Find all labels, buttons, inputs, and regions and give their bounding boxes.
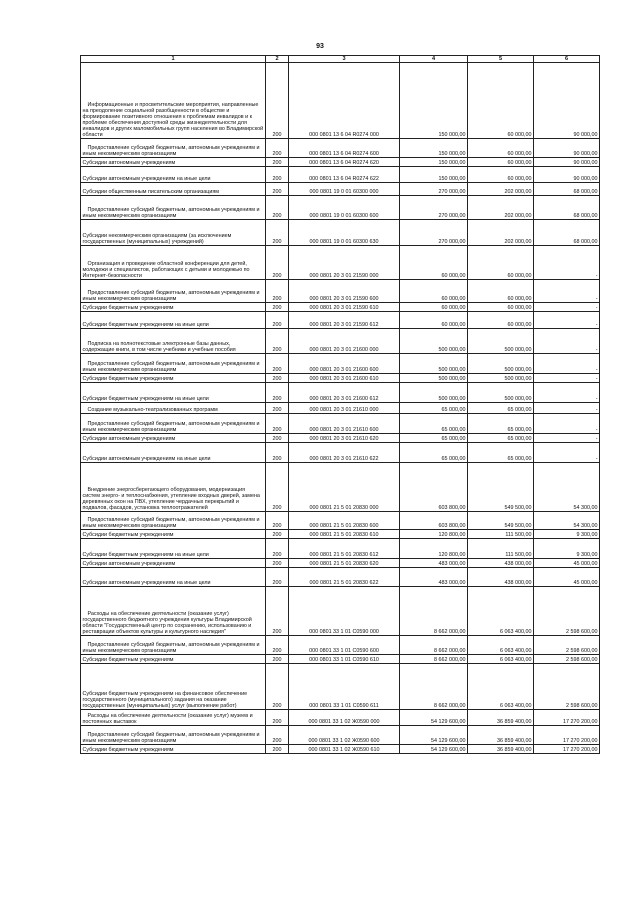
row-amount-regional: 6 063 400,00 <box>468 655 534 664</box>
row-name: Информационные и просветительские мероприятия, направленные на преодоление социальной разобщенности в обществе и формирование позитивного отношения к проблемам инвалидов и к проблеме обеспечения доступной среды жизнедеятельности для инвалидов и других маломобильных групп населения во Владимирской области <box>81 63 266 139</box>
row-code: 000 0801 20 3 01 21600 612 <box>289 383 400 403</box>
row-code: 000 0801 20 3 01 21590 000 <box>289 246 400 280</box>
row-grbs: 200 <box>266 329 289 354</box>
row-amount-regional: 6 063 400,00 <box>468 664 534 710</box>
row-code: 000 0801 33 1 01 С0590 000 <box>289 587 400 636</box>
row-amount-federal: - <box>534 354 600 374</box>
row-amount-federal: 45 000,00 <box>534 568 600 587</box>
column-header: 4 <box>400 56 468 63</box>
row-code: 000 0801 13 6 04 R0274 600 <box>289 139 400 158</box>
row-grbs: 200 <box>266 636 289 655</box>
table-row <box>81 587 600 636</box>
row-name: Предоставление субсидий бюджетным, автономным учреждениям и иным некоммерческим организациям <box>81 280 266 303</box>
row-amount-regional: 6 063 400,00 <box>468 636 534 655</box>
row-amount-total: 270 000,00 <box>400 196 468 220</box>
row-code: 000 0801 33 1 02 Ж0590 600 <box>289 726 400 745</box>
row-amount-total: 8 662 000,00 <box>400 636 468 655</box>
row-name: Субсидии автономным учреждениям <box>81 434 266 443</box>
row-amount-total: 150 000,00 <box>400 167 468 183</box>
row-amount-regional: 202 000,00 <box>468 220 534 246</box>
row-amount-regional: 6 063 400,00 <box>468 587 534 636</box>
table-row <box>81 183 600 196</box>
row-amount-regional: 111 500,00 <box>468 530 534 539</box>
row-amount-regional: 111 500,00 <box>468 539 534 559</box>
row-amount-total: 8 662 000,00 <box>400 587 468 636</box>
row-name: Субсидии автономным учреждениям на иные цели <box>81 167 266 183</box>
row-amount-regional: 500 000,00 <box>468 374 534 383</box>
row-amount-federal: 9 300,00 <box>534 530 600 539</box>
row-amount-regional: 60 000,00 <box>468 158 534 167</box>
column-header: 6 <box>534 56 600 63</box>
table-body <box>81 63 600 754</box>
table-row <box>81 512 600 530</box>
row-code: 000 0801 21 5 01 20830 610 <box>289 530 400 539</box>
row-grbs: 200 <box>266 383 289 403</box>
table-row <box>81 63 600 139</box>
row-amount-regional: 60 000,00 <box>468 246 534 280</box>
row-grbs: 200 <box>266 167 289 183</box>
row-amount-total: 8 662 000,00 <box>400 655 468 664</box>
table-row <box>81 559 600 568</box>
row-name: Субсидии бюджетным учреждениям на финансовое обеспечение государственного (муниципального) задания на оказание государственных (муниципальных) услуг (выполнение работ) <box>81 664 266 710</box>
row-name: Субсидии автономным учреждениям на иные цели <box>81 443 266 463</box>
row-name: Подписка на полнотекстовые электронные базы данных, содержащие книги, в том числе учебники и учебные пособия <box>81 329 266 354</box>
row-grbs: 200 <box>266 710 289 726</box>
table-row <box>81 539 600 559</box>
row-amount-total: 60 000,00 <box>400 303 468 312</box>
header-row <box>81 56 600 63</box>
row-grbs: 200 <box>266 220 289 246</box>
row-amount-federal: - <box>534 329 600 354</box>
row-name: Субсидии бюджетным учреждениям <box>81 530 266 539</box>
row-amount-regional: 438 000,00 <box>468 568 534 587</box>
row-code: 000 0801 20 3 01 21590 610 <box>289 303 400 312</box>
row-amount-federal: 45 000,00 <box>534 559 600 568</box>
row-amount-regional: 65 000,00 <box>468 443 534 463</box>
row-amount-total: 150 000,00 <box>400 139 468 158</box>
row-grbs: 200 <box>266 568 289 587</box>
row-amount-federal: - <box>534 403 600 414</box>
row-grbs: 200 <box>266 745 289 754</box>
row-amount-total: 65 000,00 <box>400 434 468 443</box>
row-grbs: 200 <box>266 559 289 568</box>
row-grbs: 200 <box>266 63 289 139</box>
row-name: Субсидии бюджетным учреждениям <box>81 655 266 664</box>
row-grbs: 200 <box>266 726 289 745</box>
row-name: Предоставление субсидий бюджетным, автономным учреждениям и иным некоммерческим организациям <box>81 196 266 220</box>
row-name: Внедрение энергосберегающего оборудования, модернизация систем энерго- и теплоснабжения, утепление входных дверей, замена деревянных окон на ПВХ, утепление чердачных перекрытий и подвалов, фасадов, установка теплоотражателей <box>81 463 266 512</box>
row-amount-federal: - <box>534 312 600 329</box>
table-row <box>81 280 600 303</box>
row-amount-regional: 549 500,00 <box>468 512 534 530</box>
row-amount-federal: 90 000,00 <box>534 139 600 158</box>
row-name: Субсидии бюджетным учреждениям на иные цели <box>81 383 266 403</box>
row-name: Расходы на обеспечение деятельности (оказание услуг) государственного бюджетного учреждения культуры Владимирской области "Государственный центр по сохранению, использованию и реставрации объектов культуры и культурного наследия" <box>81 587 266 636</box>
row-name: Предоставление субсидий бюджетным, автономным учреждениям и иным некоммерческим организациям <box>81 512 266 530</box>
row-grbs: 200 <box>266 443 289 463</box>
row-amount-regional: 60 000,00 <box>468 312 534 329</box>
row-grbs: 200 <box>266 374 289 383</box>
row-amount-total: 60 000,00 <box>400 280 468 303</box>
row-name: Расходы на обеспечение деятельности (оказание услуг) музеев и постоянных выставок <box>81 710 266 726</box>
row-amount-federal: - <box>534 246 600 280</box>
row-amount-federal: - <box>534 443 600 463</box>
row-amount-total: 65 000,00 <box>400 414 468 434</box>
row-name: Субсидии некоммерческим организациям (за исключением государственных (муниципальных) учреждений) <box>81 220 266 246</box>
row-amount-federal: 17 270 200,00 <box>534 745 600 754</box>
row-code: 000 0801 13 6 04 R0274 622 <box>289 167 400 183</box>
table-row <box>81 167 600 183</box>
row-code: 000 0801 20 3 01 21610 600 <box>289 414 400 434</box>
row-name: Субсидии автономным учреждениям <box>81 158 266 167</box>
row-code: 000 0801 13 6 04 R0274 620 <box>289 158 400 167</box>
row-amount-federal: 54 300,00 <box>534 512 600 530</box>
row-name: Субсидии общественным писательским организациям <box>81 183 266 196</box>
row-grbs: 200 <box>266 587 289 636</box>
row-name: Субсидии бюджетным учреждениям <box>81 374 266 383</box>
row-amount-total: 8 662 000,00 <box>400 664 468 710</box>
row-amount-federal: 68 000,00 <box>534 183 600 196</box>
table-row <box>81 636 600 655</box>
row-amount-total: 60 000,00 <box>400 312 468 329</box>
row-amount-regional: 60 000,00 <box>468 167 534 183</box>
row-amount-federal: 2 598 600,00 <box>534 587 600 636</box>
row-amount-federal: 68 000,00 <box>534 196 600 220</box>
row-grbs: 200 <box>266 246 289 280</box>
row-amount-regional: 60 000,00 <box>468 280 534 303</box>
row-name: Субсидии автономным учреждениям на иные цели <box>81 568 266 587</box>
row-amount-regional: 202 000,00 <box>468 183 534 196</box>
row-amount-total: 270 000,00 <box>400 220 468 246</box>
row-code: 000 0801 19 0 01 60300 000 <box>289 183 400 196</box>
row-name: Предоставление субсидий бюджетным, автономным учреждениям и иным некоммерческим организациям <box>81 636 266 655</box>
row-code: 000 0801 20 3 01 21600 610 <box>289 374 400 383</box>
row-amount-federal: 68 000,00 <box>534 220 600 246</box>
column-header: 2 <box>266 56 289 63</box>
row-amount-total: 150 000,00 <box>400 63 468 139</box>
table-row <box>81 329 600 354</box>
row-amount-federal: 9 300,00 <box>534 539 600 559</box>
row-amount-total: 65 000,00 <box>400 403 468 414</box>
row-code: 000 0801 20 3 01 21590 612 <box>289 312 400 329</box>
row-code: 000 0801 20 3 01 21610 622 <box>289 443 400 463</box>
row-amount-regional: 500 000,00 <box>468 383 534 403</box>
row-grbs: 200 <box>266 280 289 303</box>
row-amount-federal: 90 000,00 <box>534 158 600 167</box>
row-grbs: 200 <box>266 463 289 512</box>
row-code: 000 0801 21 5 01 20830 600 <box>289 512 400 530</box>
row-amount-total: 483 000,00 <box>400 568 468 587</box>
row-name: Субсидии бюджетным учреждениям <box>81 303 266 312</box>
row-grbs: 200 <box>266 414 289 434</box>
row-amount-federal: - <box>534 383 600 403</box>
table-row <box>81 139 600 158</box>
row-name: Организация и проведение областной конференции для детей, молодежи и специалистов, работающих с детьми и молодежью по Интернет-безопасности <box>81 246 266 280</box>
row-code: 000 0801 19 0 01 60300 630 <box>289 220 400 246</box>
row-name: Субсидии бюджетным учреждениям на иные цели <box>81 539 266 559</box>
row-amount-regional: 65 000,00 <box>468 434 534 443</box>
row-code: 000 0801 19 0 01 60300 600 <box>289 196 400 220</box>
table-row <box>81 568 600 587</box>
row-amount-regional: 60 000,00 <box>468 63 534 139</box>
table-row <box>81 312 600 329</box>
row-amount-federal: 2 598 600,00 <box>534 664 600 710</box>
row-code: 000 0801 21 5 01 20830 612 <box>289 539 400 559</box>
row-grbs: 200 <box>266 196 289 220</box>
row-amount-total: 54 129 600,00 <box>400 726 468 745</box>
column-header: 1 <box>81 56 266 63</box>
row-code: 000 0801 20 3 01 21600 000 <box>289 329 400 354</box>
row-amount-regional: 60 000,00 <box>468 139 534 158</box>
row-grbs: 200 <box>266 303 289 312</box>
table-row <box>81 403 600 414</box>
table-row <box>81 443 600 463</box>
row-code: 000 0801 20 3 01 21610 620 <box>289 434 400 443</box>
table-row <box>81 196 600 220</box>
row-amount-regional: 65 000,00 <box>468 403 534 414</box>
row-amount-federal: 2 598 600,00 <box>534 655 600 664</box>
budget-table <box>80 55 600 754</box>
row-grbs: 200 <box>266 403 289 414</box>
column-header: 3 <box>289 56 400 63</box>
row-amount-federal: 17 270 200,00 <box>534 726 600 745</box>
page-number: 93 <box>316 43 324 50</box>
row-code: 000 0801 20 3 01 21610 000 <box>289 403 400 414</box>
row-amount-regional: 65 000,00 <box>468 414 534 434</box>
table-row <box>81 303 600 312</box>
row-amount-regional: 36 859 400,00 <box>468 726 534 745</box>
row-amount-regional: 438 000,00 <box>468 559 534 568</box>
row-grbs: 200 <box>266 158 289 167</box>
table-row <box>81 530 600 539</box>
row-amount-total: 603 800,00 <box>400 512 468 530</box>
row-code: 000 0801 21 5 01 20830 620 <box>289 559 400 568</box>
row-amount-regional: 36 859 400,00 <box>468 745 534 754</box>
row-name: Предоставление субсидий бюджетным, автономным учреждениям и иным некоммерческим организациям <box>81 139 266 158</box>
table-row <box>81 664 600 710</box>
row-amount-federal: - <box>534 414 600 434</box>
table-row <box>81 374 600 383</box>
table-row <box>81 354 600 374</box>
table-row <box>81 383 600 403</box>
row-name: Создание музыкально-театрализованных программ <box>81 403 266 414</box>
row-amount-total: 54 129 600,00 <box>400 745 468 754</box>
row-amount-total: 603 800,00 <box>400 463 468 512</box>
table-row <box>81 710 600 726</box>
row-amount-federal: 90 000,00 <box>534 63 600 139</box>
table-row <box>81 726 600 745</box>
row-amount-total: 500 000,00 <box>400 383 468 403</box>
table-row <box>81 220 600 246</box>
row-grbs: 200 <box>266 539 289 559</box>
row-amount-total: 483 000,00 <box>400 559 468 568</box>
row-amount-regional: 500 000,00 <box>468 354 534 374</box>
row-amount-total: 150 000,00 <box>400 158 468 167</box>
row-amount-total: 120 800,00 <box>400 530 468 539</box>
row-amount-total: 500 000,00 <box>400 374 468 383</box>
row-amount-federal: 90 000,00 <box>534 167 600 183</box>
table-row <box>81 655 600 664</box>
row-amount-federal: - <box>534 303 600 312</box>
row-amount-federal: - <box>534 280 600 303</box>
row-code: 000 0801 33 1 01 С0590 600 <box>289 636 400 655</box>
row-code: 000 0801 20 3 01 21600 600 <box>289 354 400 374</box>
row-code: 000 0801 13 6 04 R0274 000 <box>289 63 400 139</box>
row-amount-regional: 500 000,00 <box>468 329 534 354</box>
table-row <box>81 158 600 167</box>
row-grbs: 200 <box>266 183 289 196</box>
row-grbs: 200 <box>266 312 289 329</box>
row-name: Субсидии автономным учреждениям <box>81 559 266 568</box>
row-code: 000 0801 21 5 01 20830 622 <box>289 568 400 587</box>
row-grbs: 200 <box>266 354 289 374</box>
table-row <box>81 434 600 443</box>
row-amount-total: 120 800,00 <box>400 539 468 559</box>
row-grbs: 200 <box>266 139 289 158</box>
row-amount-total: 54 129 600,00 <box>400 710 468 726</box>
row-grbs: 200 <box>266 655 289 664</box>
row-amount-total: 60 000,00 <box>400 246 468 280</box>
table-row <box>81 414 600 434</box>
row-amount-total: 270 000,00 <box>400 183 468 196</box>
row-amount-federal: - <box>534 374 600 383</box>
row-grbs: 200 <box>266 664 289 710</box>
row-name: Предоставление субсидий бюджетным, автономным учреждениям и иным некоммерческим организациям <box>81 354 266 374</box>
row-amount-regional: 60 000,00 <box>468 303 534 312</box>
row-amount-regional: 36 859 400,00 <box>468 710 534 726</box>
row-grbs: 200 <box>266 434 289 443</box>
row-grbs: 200 <box>266 530 289 539</box>
row-name: Предоставление субсидий бюджетным, автономным учреждениям и иным некоммерческим организациям <box>81 414 266 434</box>
table-row <box>81 463 600 512</box>
row-name: Субсидии бюджетным учреждениям <box>81 745 266 754</box>
row-amount-regional: 549 500,00 <box>468 463 534 512</box>
table-row <box>81 745 600 754</box>
row-name: Предоставление субсидий бюджетным, автономным учреждениям и иным некоммерческим организациям <box>81 726 266 745</box>
row-amount-federal: 54 300,00 <box>534 463 600 512</box>
row-code: 000 0801 33 1 02 Ж0590 000 <box>289 710 400 726</box>
row-code: 000 0801 33 1 02 Ж0590 610 <box>289 745 400 754</box>
row-amount-federal: 2 598 600,00 <box>534 636 600 655</box>
row-amount-federal: - <box>534 434 600 443</box>
row-amount-federal: 17 270 200,00 <box>534 710 600 726</box>
column-header: 5 <box>468 56 534 63</box>
row-amount-total: 500 000,00 <box>400 354 468 374</box>
row-name: Субсидии бюджетным учреждениям на иные цели <box>81 312 266 329</box>
row-amount-regional: 202 000,00 <box>468 196 534 220</box>
row-code: 000 0801 33 1 01 С0590 611 <box>289 664 400 710</box>
row-amount-total: 500 000,00 <box>400 329 468 354</box>
row-code: 000 0801 20 3 01 21590 600 <box>289 280 400 303</box>
row-code: 000 0801 33 1 01 С0590 610 <box>289 655 400 664</box>
table-row <box>81 246 600 280</box>
row-grbs: 200 <box>266 512 289 530</box>
row-amount-total: 65 000,00 <box>400 443 468 463</box>
row-code: 000 0801 21 5 01 20830 000 <box>289 463 400 512</box>
